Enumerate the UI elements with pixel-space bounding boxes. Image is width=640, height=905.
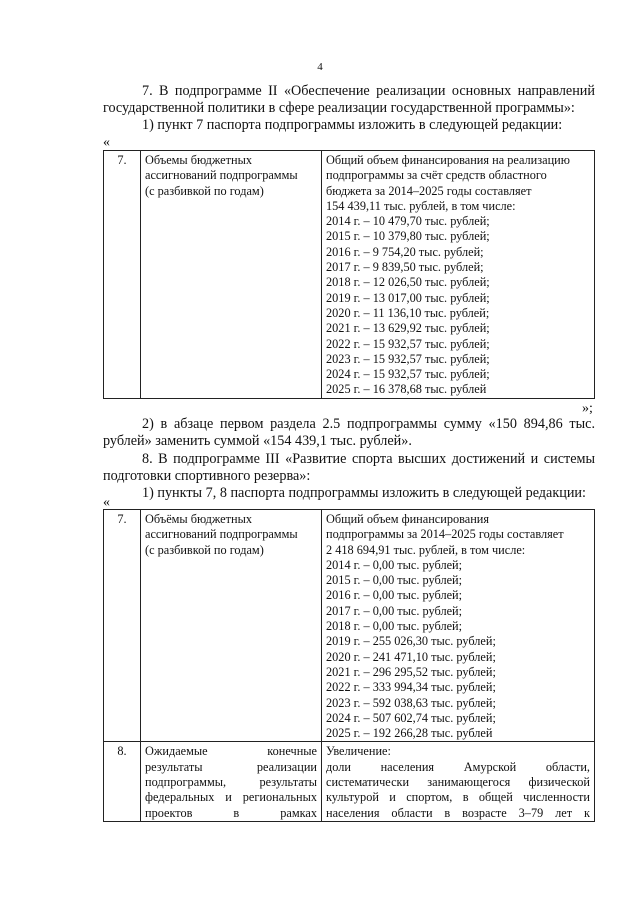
value-line: подпрограммы за 2014–2025 годы составляет	[326, 527, 564, 542]
closing-quote-1: »;	[582, 401, 593, 416]
row-name-cell	[141, 151, 322, 399]
passport-table-subprogram-2	[103, 150, 595, 399]
section-7-line-2: государственной политики в сфере реализации государственной программы»:	[103, 100, 575, 116]
page-number: 4	[317, 61, 323, 73]
row-name-line: ассигнований подпрограммы	[145, 527, 298, 542]
row-name-line: подпрограммы, результаты	[145, 775, 317, 790]
value-line: 2018 г. – 12 026,50 тыс. рублей;	[326, 275, 490, 290]
passport-table-subprogram-3	[103, 509, 595, 822]
row-name-line: Объемы бюджетных	[145, 153, 252, 167]
value-line: 2024 г. – 15 932,57 тыс. рублей;	[326, 367, 490, 382]
subitem-2-line-2: рублей» заменить суммой «154 439,1 тыс. рублей».	[103, 433, 412, 449]
value-line: Общий объем финансирования на реализацию	[326, 153, 570, 167]
row-value-cell	[322, 510, 595, 742]
row-name-line: (с разбивкой по годам)	[145, 542, 264, 557]
row-name-line: федеральных и региональных	[145, 790, 317, 805]
value-line: 2 418 694,91 тыс. рублей, в том числе:	[326, 542, 526, 557]
value-line: 2019 г. – 255 026,30 тыс. рублей;	[326, 634, 496, 649]
value-line: 2024 г. – 507 602,74 тыс. рублей;	[326, 710, 496, 725]
opening-quote-1: «	[103, 135, 110, 150]
value-line: 2022 г. – 333 994,34 тыс. рублей;	[326, 680, 496, 695]
value-line: 2023 г. – 592 038,63 тыс. рублей;	[326, 695, 496, 710]
value-line: 2019 г. – 13 017,00 тыс. рублей;	[326, 290, 490, 305]
section-8-heading	[103, 451, 595, 502]
value-line: 2016 г. – 9 754,20 тыс. рублей;	[326, 244, 484, 259]
row-name-line: Ожидаемые конечные	[145, 744, 317, 759]
value-line: 2014 г. – 0,00 тыс. рублей;	[326, 557, 463, 572]
value-line: 2017 г. – 9 839,50 тыс. рублей;	[326, 260, 484, 275]
value-line: 2015 г. – 0,00 тыс. рублей;	[326, 573, 463, 588]
section-7-subitem-1: 1) пункт 7 паспорта подпрограммы изложить в следующей редакции:	[142, 117, 563, 133]
section-7-line-1: 7. В подпрограмме II «Обеспечение реализации основных направлений	[142, 83, 595, 99]
row-name-line: ассигнований подпрограммы	[145, 168, 298, 183]
table-row	[104, 742, 595, 821]
row-number: 8.	[104, 742, 141, 821]
opening-quote-2: «	[103, 495, 110, 510]
subitem-2-line-1: 2) в абзаце первом раздела 2.5 подпрограммы сумму «150 894,86 тыс.	[142, 416, 595, 432]
value-line: подпрограммы за счёт средств областного	[326, 168, 547, 183]
value-line: 154 439,11 тыс. рублей, в том числе:	[326, 198, 516, 213]
value-line: населения области в возрасте 3–79 лет к	[326, 805, 590, 820]
value-line: культурой и спортом, в общей численности	[326, 790, 590, 805]
value-line: Общий объем финансирования	[326, 512, 490, 526]
row-name-line: результаты реализации	[145, 759, 317, 774]
section-7-heading	[103, 83, 595, 134]
section-7-subitem-2	[103, 416, 595, 450]
value-line: 2021 г. – 13 629,92 тыс. рублей;	[326, 321, 490, 336]
value-line: 2021 г. – 296 295,52 тыс. рублей;	[326, 664, 496, 679]
section-8-line-2: подготовки спортивного резерва»:	[103, 468, 311, 484]
value-line: систематически занимающегося физической	[326, 775, 590, 790]
value-line: 2023 г. – 15 932,57 тыс. рублей;	[326, 351, 490, 366]
row-value-cell	[322, 742, 595, 821]
table-row	[104, 510, 595, 742]
row-number: 7.	[104, 510, 141, 742]
value-line: 2022 г. – 15 932,57 тыс. рублей;	[326, 336, 490, 351]
value-line: 2017 г. – 0,00 тыс. рублей;	[326, 603, 463, 618]
table-row	[104, 151, 595, 399]
row-name-line: Объёмы бюджетных	[145, 512, 252, 526]
value-line: 2016 г. – 0,00 тыс. рублей;	[326, 588, 463, 603]
value-line: 2025 г. – 16 378,68 тыс. рублей	[326, 382, 487, 397]
value-line: 2020 г. – 241 471,10 тыс. рублей;	[326, 649, 496, 664]
row-name-cell	[141, 510, 322, 742]
value-line: 2025 г. – 192 266,28 тыс. рублей	[326, 726, 493, 741]
row-name-line: проектов в рамках	[145, 805, 317, 820]
value-line: бюджета за 2014–2025 годы составляет	[326, 183, 532, 198]
section-8-subitem-1: 1) пункты 7, 8 паспорта подпрограммы изложить в следующей редакции:	[142, 485, 586, 501]
value-line: доли населения Амурской области,	[326, 759, 590, 774]
section-8-line-1: 8. В подпрограмме III «Развитие спорта высших достижений и системы	[142, 451, 595, 467]
row-value-cell	[322, 151, 595, 399]
value-line: 2014 г. – 10 479,70 тыс. рублей;	[326, 214, 490, 229]
value-line: 2018 г. – 0,00 тыс. рублей;	[326, 619, 463, 634]
value-line: Увеличение:	[326, 744, 391, 759]
value-line: 2015 г. – 10 379,80 тыс. рублей;	[326, 229, 490, 244]
row-number: 7.	[104, 151, 141, 399]
value-line: 2020 г. – 11 136,10 тыс. рублей;	[326, 305, 490, 320]
row-name-cell	[141, 742, 322, 821]
row-name-line: (с разбивкой по годам)	[145, 183, 264, 198]
